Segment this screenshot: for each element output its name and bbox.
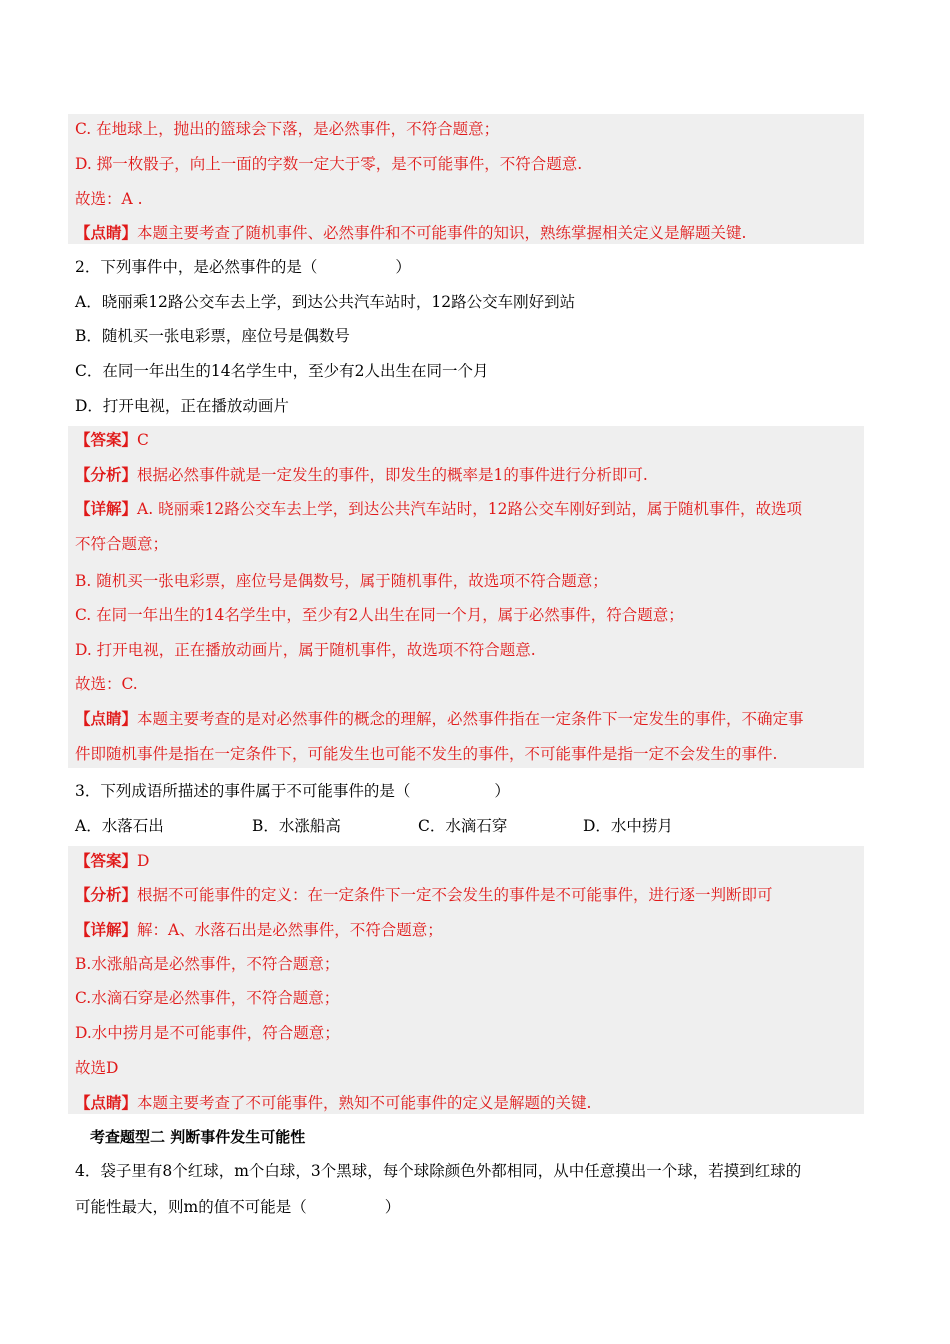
q3-choose: 故选D xyxy=(75,1059,119,1077)
q2-answer xyxy=(75,429,149,451)
dianjing-text: 本题主要考查了不可能事件，熟知不可能事件的定义是解题的关键. xyxy=(137,1094,592,1112)
q2-detail-d: D. 打开电视，正在播放动画片，属于随机事件，故选项不符合题意. xyxy=(75,641,536,659)
q1-detail-d: D. 掷一枚骰子，向上一面的字数一定大于零，是不可能事件，不符合题意. xyxy=(75,155,583,173)
q3-stem-text: 3．下列成语所描述的事件属于不可能事件的是（ xyxy=(75,782,411,800)
detail-text: 解：A、水落石出是必然事件，不符合题意； xyxy=(137,921,443,939)
q1-choose: 故选：A . xyxy=(75,190,143,208)
analysis-text: 根据不可能事件的定义：在一定条件下一定不会发生的事件是不可能事件，进行逐一判断即可 xyxy=(137,886,773,904)
answer-value: D xyxy=(137,852,150,870)
q4-stem-line2 xyxy=(75,1196,400,1218)
q4-stem-line1: 4．袋子里有8个红球，m个白球，3个黑球，每个球除颜色外都相同，从中任意摸出一个球，若摸到红球的 xyxy=(75,1162,802,1180)
q2-option-b: B．随机买一张电彩票，座位号是偶数号 xyxy=(75,327,350,345)
q3-analysis xyxy=(75,884,773,906)
q1-detail-c: C. 在地球上，抛出的篮球会下落，是必然事件，不符合题意； xyxy=(75,120,500,138)
answer-tag: 【答案】 xyxy=(75,851,138,870)
q2-detail-a-cont: 不符合题意； xyxy=(75,535,169,553)
q3-option-d: D．水中捞月 xyxy=(583,817,673,835)
answer-value: C xyxy=(137,431,149,449)
q2-dianjing xyxy=(75,708,804,730)
q2-detail-b: B. 随机买一张电彩票，座位号是偶数号，属于随机事件，故选项不符合题意； xyxy=(75,572,608,590)
q2-option-d: D．打开电视，正在播放动画片 xyxy=(75,397,289,415)
q3-stem xyxy=(75,780,510,802)
q2-option-a: A．晓丽乘12路公交车去上学，到达公共汽车站时，12路公交车刚好到站 xyxy=(75,293,576,311)
q2-stem-close: ） xyxy=(395,258,411,276)
detail-text: A. 晓丽乘12路公交车去上学，到达公共汽车站时，12路公交车刚好到站，属于随机事件，故选项 xyxy=(137,500,803,518)
q3-dianjing xyxy=(75,1092,591,1114)
q2-choose: 故选：C. xyxy=(75,675,138,693)
answer-tag: 【答案】 xyxy=(75,430,138,449)
q3-detail-d: D.水中捞月是不可能事件，符合题意； xyxy=(75,1024,340,1042)
analysis-tag: 【分析】 xyxy=(75,465,138,484)
analysis-text: 根据必然事件就是一定发生的事件，即发生的概率是1的事件进行分析即可. xyxy=(137,466,648,484)
q2-detail-c: C. 在同一年出生的14名学生中，至少有2人出生在同一个月，属于必然事件，符合题意； xyxy=(75,606,684,624)
q2-option-c: C．在同一年出生的14名学生中，至少有2人出生在同一个月 xyxy=(75,362,489,380)
q3-option-a: A．水落石出 xyxy=(75,817,164,835)
q3-detail-b: B.水涨船高是必然事件，不符合题意； xyxy=(75,955,340,973)
q3-stem-close: ） xyxy=(494,782,510,800)
dianjing-tag: 【点睛】 xyxy=(75,709,138,728)
q1-dianjing xyxy=(75,222,746,244)
q3-option-b: B．水涨船高 xyxy=(252,817,341,835)
dianjing-tag: 【点睛】 xyxy=(75,1093,138,1112)
q2-stem xyxy=(75,256,411,278)
q2-detail-a xyxy=(75,498,802,520)
q3-option-c: C．水滴石穿 xyxy=(418,817,508,835)
q3-answer xyxy=(75,850,149,872)
q4-stem-text: 可能性最大，则m的值不可能是（ xyxy=(75,1198,307,1216)
q4-stem-close: ） xyxy=(384,1198,401,1216)
dianjing-text: 本题主要考查了随机事件、必然事件和不可能事件的知识，熟练掌握相关定义是解题关键. xyxy=(137,224,747,242)
dianjing-tag: 【点睛】 xyxy=(75,223,138,242)
q3-detail-c: C.水滴石穿是必然事件，不符合题意； xyxy=(75,989,340,1007)
analysis-tag: 【分析】 xyxy=(75,885,138,904)
dianjing-text: 本题主要考查的是对必然事件的概念的理解，必然事件指在一定条件下一定发生的事件，不确定事 xyxy=(137,710,804,728)
q2-analysis xyxy=(75,464,648,486)
q2-dianjing-cont: 件即随机事件是指在一定条件下，可能发生也可能不发生的事件，不可能事件是指一定不会发生的事件. xyxy=(75,745,778,763)
section-heading: 考查题型二 判断事件发生可能性 xyxy=(90,1128,306,1146)
detail-tag: 【详解】 xyxy=(75,920,138,939)
q3-detail-a xyxy=(75,919,443,941)
detail-tag: 【详解】 xyxy=(75,499,138,518)
q2-stem-text: 2．下列事件中，是必然事件的是（ xyxy=(75,258,318,276)
